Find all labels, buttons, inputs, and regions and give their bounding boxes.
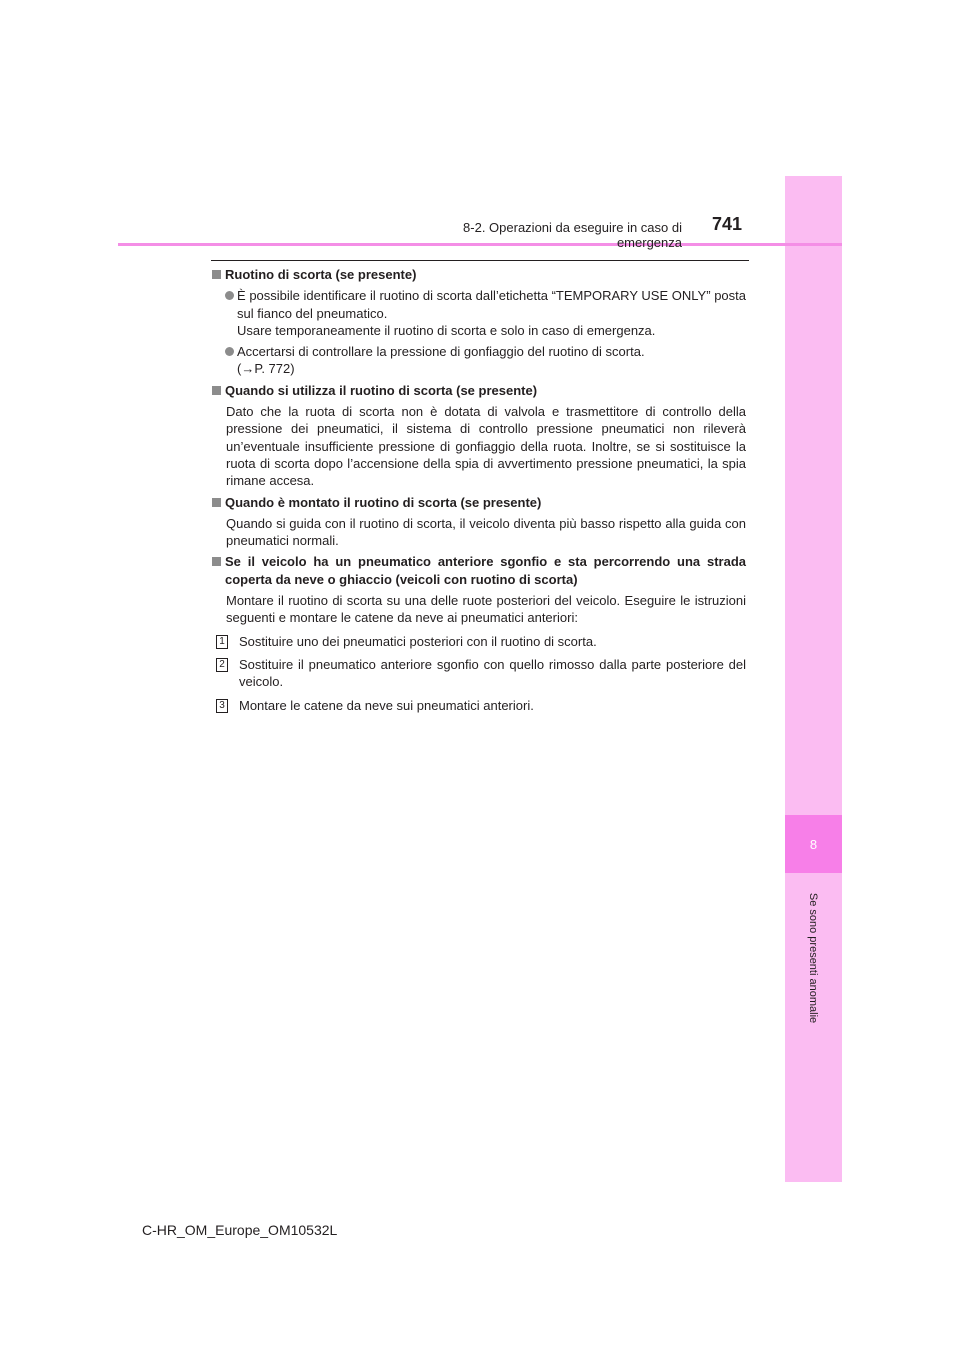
- document-code: C-HR_OM_Europe_OM10532L: [142, 1222, 338, 1238]
- chapter-side-tab: [785, 176, 842, 1182]
- chapter-title: Se sono presenti anomalie: [807, 892, 819, 1024]
- bullet-text: È possibile identificare il ruotino di scorta dall’etichetta “TEMPORARY USE ONLY” posta sul fianco del pneumatico.: [237, 288, 746, 321]
- bullet-item: [211, 287, 746, 339]
- step-item: [211, 697, 746, 714]
- step-number-box: 3: [216, 699, 228, 713]
- bullet-item: [211, 343, 746, 378]
- section-body: Dato che la ruota di scorta non è dotata di valvola e trasmettitore di controllo della pressione dei pneumatici, il sistema di controllo pressione pneumatici non rileverà un’eventuale insufficiente pressione di gonfiaggio della ruota. Inoltre, se si sostituisce la ruota di scorta dopo l’accensione della spia di avvertimento pressione pneumatici, la spia rimane accesa.: [226, 404, 746, 489]
- step-text: Sostituire il pneumatico anteriore sgonfio con quello rimosso dalla parte posteriore del veicolo.: [239, 656, 746, 690]
- step-number-box: 1: [216, 635, 228, 649]
- step-text: Montare le catene da neve sui pneumatici anteriori.: [239, 697, 534, 713]
- section-body: Quando si guida con il ruotino di scorta, il veicolo diventa più basso rispetto alla guida con pneumatici normali.: [226, 515, 746, 549]
- bullet-text: Usare temporaneamente il ruotino di scorta e solo in caso di emergenza.: [237, 322, 656, 338]
- step-item: [211, 633, 746, 650]
- section-title: 8-2. Operazioni da eseguire in caso di emergenza: [463, 220, 682, 250]
- section-heading: Ruotino di scorta (se presente): [211, 266, 746, 283]
- section-body: Montare il ruotino di scorta su una delle ruote posteriori del veicolo. Eseguire le istruzioni seguenti e montare le catene da neve ai pneumatici anteriori:: [226, 593, 746, 626]
- step-text: Sostituire uno dei pneumatici posteriori con il ruotino di scorta.: [239, 633, 597, 649]
- content-top-rule: [211, 260, 749, 261]
- section-heading: Se il veicolo ha un pneumatico anteriore sgonfio e sta percorrendo una strada coperta da neve o ghiaccio (veicoli con ruotino di scorta): [211, 553, 746, 588]
- section-heading: Quando è montato il ruotino di scorta (se presente): [211, 494, 746, 511]
- bullet-text: Accertarsi di controllare la pressione di gonfiaggio del ruotino di scorta.: [237, 344, 645, 360]
- step-item: [211, 656, 746, 691]
- page-reference-link[interactable]: (→P. 772): [237, 361, 295, 377]
- section-heading: Quando si utilizza il ruotino di scorta (se presente): [211, 382, 746, 399]
- page-content: [211, 266, 746, 718]
- chapter-number: 8: [809, 836, 818, 852]
- step-number-box: 2: [216, 658, 228, 672]
- page-number: 741: [712, 214, 743, 234]
